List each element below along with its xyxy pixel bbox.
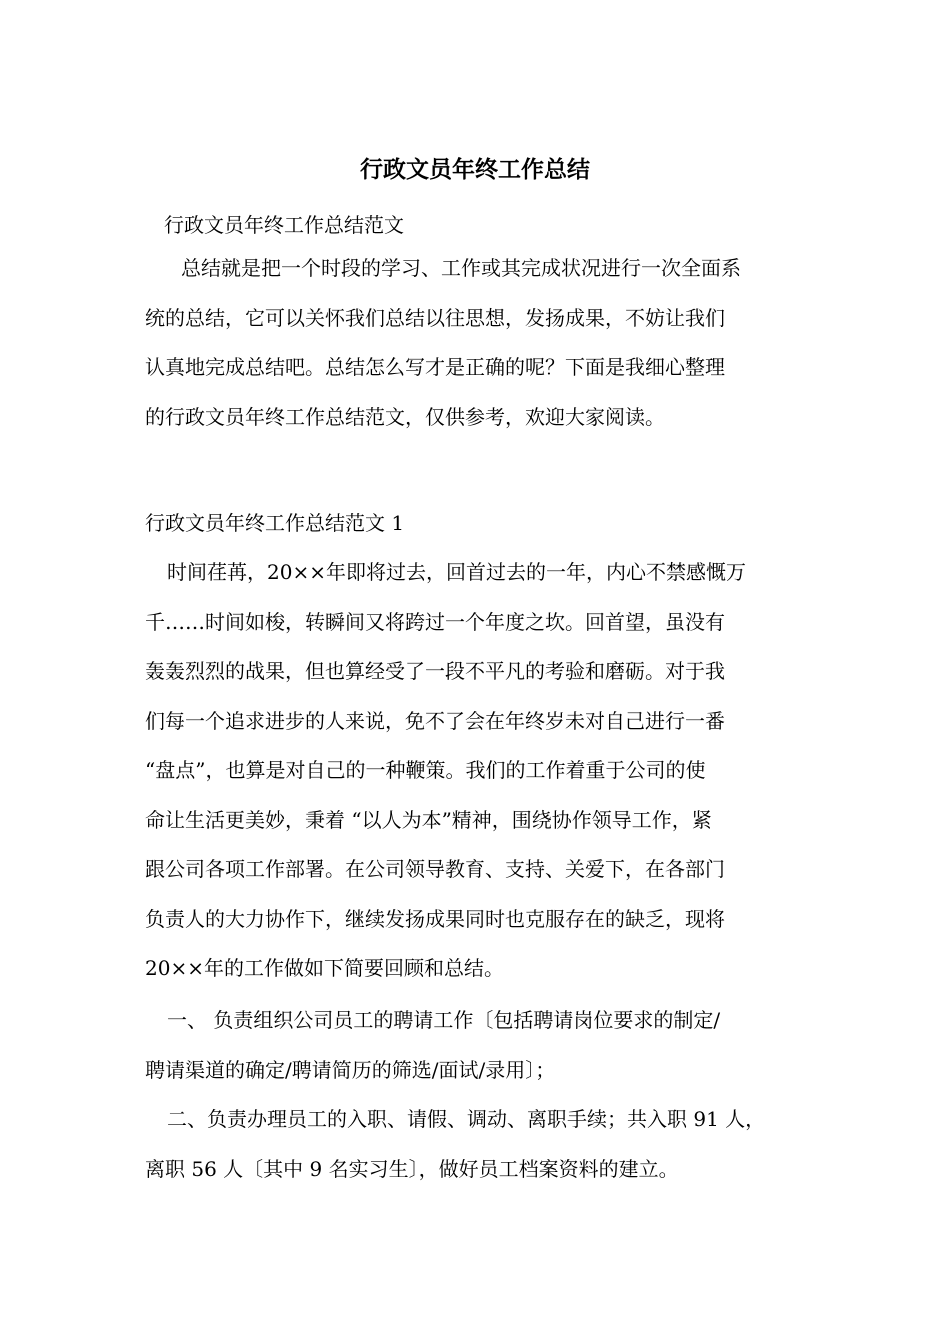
body-line: “盘点”，也算是对自己的一种鞭策。我们的工作着重于公司的使 [145, 758, 706, 782]
body-line: 时间荏苒，20××年即将过去，回首过去的一年，内心不禁感慨万 [167, 560, 746, 584]
intro-line: 认真地完成总结吧。总结怎么写才是正确的呢？下面是我细心整理 [145, 355, 725, 379]
body-line: 命让生活更美妙，秉着 “以人为本”精神，围绕协作领导工作，紧 [145, 807, 712, 832]
intro-line: 总结就是把一个时段的学习、工作或其完成状况进行一次全面系 [181, 256, 741, 280]
body-line: 跟公司各项工作部署。在公司领导教育、支持、关爱下，在各部门 [145, 857, 725, 881]
list-item-1 [145, 996, 805, 1095]
intro-line: 统的总结，它可以关怀我们总结以往思想，发扬成果，不妨让我们 [145, 305, 725, 330]
section-heading: 行政文员年终工作总结范文 1 [145, 511, 405, 535]
section1-paragraph [145, 548, 805, 994]
document-subtitle: 行政文员年终工作总结范文 [164, 213, 404, 237]
body-line: 轰轰烈烈的战果，但也算经受了一段不平凡的考验和磨砺。对于我 [145, 659, 725, 683]
list-item-line: 离职 56 人〔其中 9 名实习生〕，做好员工档案资料的建立。 [145, 1156, 679, 1181]
intro-paragraph [145, 244, 805, 442]
list-item-line: 一、 负责组织公司员工的聘请工作〔包括聘请岗位要求的制定/ [167, 1008, 721, 1032]
document-title: 行政文员年终工作总结 [360, 156, 590, 183]
body-line: 们每一个追求进步的人来说，免不了会在年终岁未对自己进行一番 [145, 708, 725, 733]
list-item-line: 二、负责办理员工的入职、请假、调动、离职手续；共入职 91 人， [167, 1107, 766, 1131]
intro-line: 的行政文员年终工作总结范文，仅供参考，欢迎大家阅读。 [145, 404, 665, 429]
body-line: 千……时间如梭，转瞬间又将跨过一个年度之坎。回首望，虽没有 [145, 609, 725, 634]
body-line: 20××年的工作做如下简要回顾和总结。 [145, 956, 504, 980]
body-line: 负责人的大力协作下，继续发扬成果同时也克服存在的缺乏，现将 [145, 906, 725, 931]
list-item-2 [145, 1095, 805, 1194]
list-item-line: 聘请渠道的确定/聘请简历的筛选/面试/录用〕； [145, 1057, 556, 1082]
